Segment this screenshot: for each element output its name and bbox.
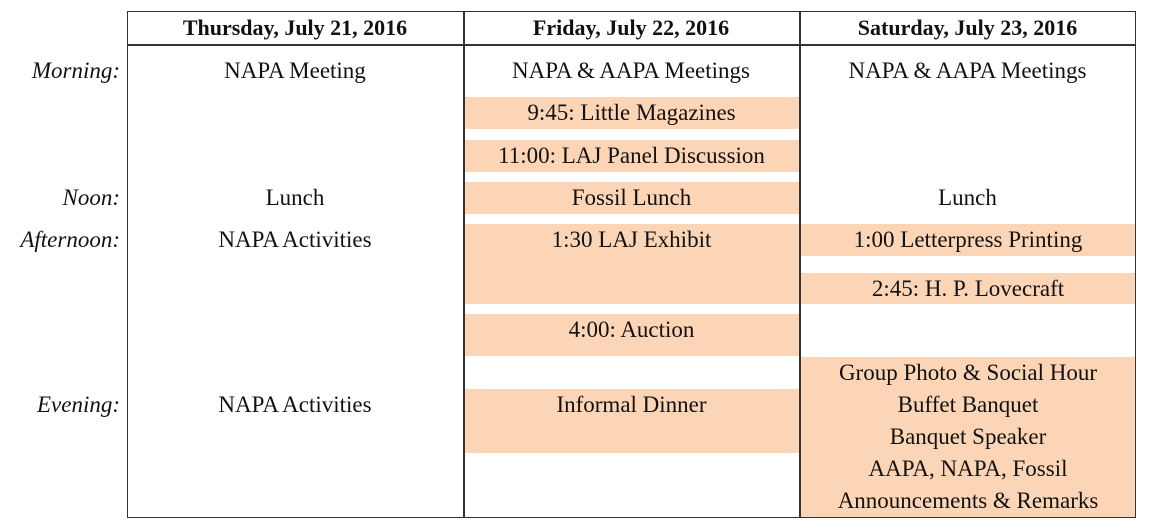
event-laj-panel: 11:00: LAJ Panel Discussion (464, 140, 799, 172)
event-buffet-banquet: Buffet Banquet (897, 392, 1039, 417)
event-little-magazines: 9:45: Little Magazines (464, 97, 799, 129)
thursday-afternoon: NAPA Activities (218, 227, 372, 252)
thursday-morning: NAPA Meeting (224, 58, 366, 83)
event-banquet-speaker: Banquet Speaker (889, 424, 1047, 449)
event-laj-exhibit: 1:30 LAJ Exhibit (464, 224, 799, 304)
event-auction: 4:00: Auction (464, 314, 799, 356)
column-divider (463, 11, 465, 518)
event-announcements-line2: Announcements & Remarks (837, 488, 1099, 513)
label-noon: Noon: (62, 185, 120, 210)
event-group-photo: Group Photo & Social Hour (838, 360, 1098, 385)
schedule-table-frame (127, 11, 1136, 518)
event-announcements-line1: AAPA, NAPA, Fossil (868, 456, 1068, 481)
saturday-lunch: Lunch (938, 185, 997, 210)
event-letterpress: 1:00 Letterpress Printing (800, 224, 1136, 256)
label-morning: Morning: (31, 58, 120, 83)
label-evening: Evening: (36, 392, 120, 417)
header-saturday: Saturday, July 23, 2016 (857, 15, 1078, 40)
saturday-morning: NAPA & AAPA Meetings (848, 58, 1087, 83)
column-divider (799, 11, 801, 518)
event-lovecraft: 2:45: H. P. Lovecraft (800, 273, 1136, 304)
header-thursday: Thursday, July 21, 2016 (182, 15, 408, 40)
header-divider (127, 44, 1136, 46)
header-friday: Friday, July 22, 2016 (532, 15, 730, 40)
event-informal-dinner: Informal Dinner (464, 389, 799, 453)
label-afternoon: Afternoon: (20, 227, 120, 252)
event-fossil-lunch: Fossil Lunch (464, 182, 799, 214)
thursday-noon: Lunch (265, 185, 325, 210)
friday-morning: NAPA & AAPA Meetings (512, 58, 750, 83)
thursday-evening: NAPA Activities (218, 392, 372, 417)
